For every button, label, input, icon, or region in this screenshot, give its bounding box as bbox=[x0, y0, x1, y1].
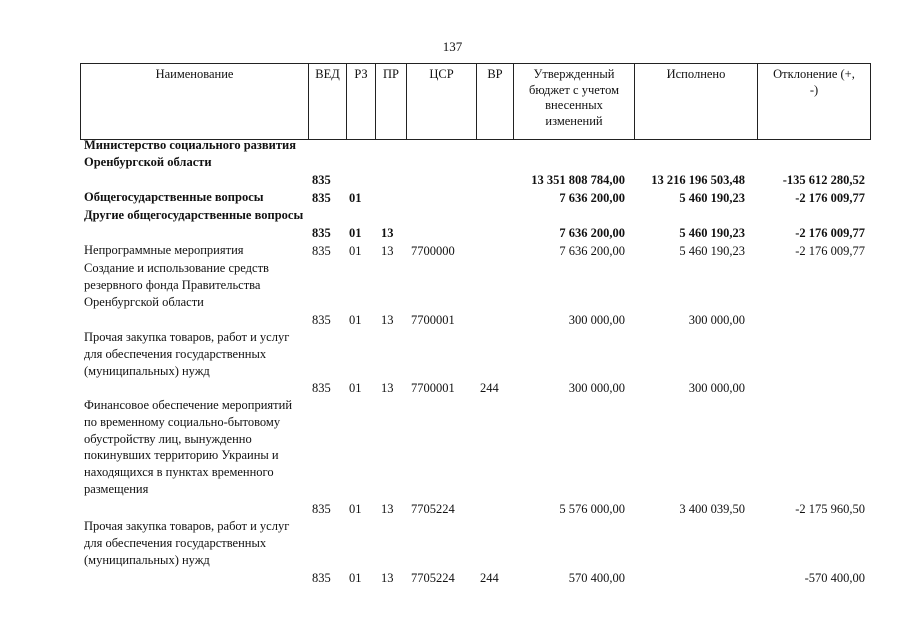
header-pr: ПР bbox=[375, 64, 406, 139]
cell-ved: 835 bbox=[312, 226, 331, 241]
cell-deviation: -2 176 009,77 bbox=[795, 226, 865, 241]
cell-executed: 5 460 190,23 bbox=[679, 191, 745, 206]
cell-name: Другие общегосударственные вопросы bbox=[84, 208, 304, 222]
cell-ved: 835 bbox=[312, 313, 331, 328]
cell-rz: 01 bbox=[349, 381, 362, 396]
cell-approved: 7 636 200,00 bbox=[559, 226, 625, 241]
cell-rz: 01 bbox=[349, 226, 362, 241]
cell-pr: 13 bbox=[381, 244, 394, 259]
cell-approved: 13 351 808 784,00 bbox=[531, 173, 625, 188]
cell-deviation: -2 176 009,77 bbox=[795, 244, 865, 259]
cell-executed: 3 400 039,50 bbox=[679, 502, 745, 517]
cell-approved: 300 000,00 bbox=[568, 313, 625, 328]
cell-pr: 13 bbox=[381, 571, 394, 586]
page-number: 137 bbox=[442, 39, 463, 54]
header-vr: ВР bbox=[476, 64, 513, 139]
cell-ved: 835 bbox=[312, 191, 331, 206]
cell-pr: 13 bbox=[381, 502, 394, 517]
cell-ved: 835 bbox=[312, 502, 331, 517]
cell-name: Финансовое обеспечение мероприятий по временному социально-бытовому обустройству лиц, вынужденно покинувших территорию Украины и находящихся в пунктах временного размещения bbox=[84, 398, 293, 496]
cell-approved: 7 636 200,00 bbox=[559, 191, 625, 206]
cell-approved: 5 576 000,00 bbox=[559, 502, 625, 517]
cell-csr: 7705224 bbox=[411, 502, 455, 517]
table-header bbox=[80, 63, 871, 140]
cell-csr: 7705224 bbox=[411, 571, 455, 586]
cell-pr: 13 bbox=[381, 226, 394, 241]
cell-pr: 13 bbox=[381, 381, 394, 396]
cell-deviation: -2 176 009,77 bbox=[795, 191, 865, 206]
table-row bbox=[0, 189, 905, 207]
cell-name: Прочая закупка товаров, работ и услуг для обеспечения государственных (муниципальных) нужд bbox=[84, 519, 290, 567]
cell-rz: 01 bbox=[349, 571, 362, 586]
cell-csr: 7700001 bbox=[411, 313, 455, 328]
cell-rz: 01 bbox=[349, 502, 362, 517]
cell-approved: 7 636 200,00 bbox=[559, 244, 625, 259]
header-name: Наименование bbox=[155, 67, 234, 81]
cell-ved: 835 bbox=[312, 244, 331, 259]
table-row bbox=[0, 397, 905, 518]
cell-name: Создание и использование средств резервного фонда Правительства Оренбургской области bbox=[84, 261, 269, 309]
table-row bbox=[0, 137, 905, 189]
header-ved: ВЕД bbox=[308, 64, 346, 139]
cell-executed: 5 460 190,23 bbox=[679, 226, 745, 241]
cell-rz: 01 bbox=[349, 244, 362, 259]
cell-csr: 7700001 bbox=[411, 381, 455, 396]
table-row bbox=[0, 207, 905, 242]
table-row bbox=[0, 260, 905, 329]
cell-vr: 244 bbox=[480, 381, 499, 396]
header-rz: РЗ bbox=[346, 64, 375, 139]
cell-executed: 13 216 196 503,48 bbox=[651, 173, 745, 188]
cell-deviation: -2 175 960,50 bbox=[795, 502, 865, 517]
cell-name: Общегосударственные вопросы bbox=[84, 190, 264, 204]
cell-ved: 835 bbox=[312, 571, 331, 586]
cell-pr: 13 bbox=[381, 313, 394, 328]
table-row bbox=[0, 242, 905, 260]
cell-executed: 300 000,00 bbox=[688, 313, 745, 328]
header-executed: Исполнено bbox=[634, 64, 757, 139]
table-row bbox=[0, 518, 905, 587]
cell-name: Прочая закупка товаров, работ и услуг для обеспечения государственных (муниципальных) нужд bbox=[84, 330, 290, 378]
cell-ved: 835 bbox=[312, 173, 331, 188]
cell-deviation: -570 400,00 bbox=[804, 571, 865, 586]
header-approved: Утвержденный бюджет с учетом внесенных изменений bbox=[513, 64, 634, 139]
cell-executed: 300 000,00 bbox=[688, 381, 745, 396]
cell-executed: 5 460 190,23 bbox=[679, 244, 745, 259]
cell-approved: 300 000,00 bbox=[568, 381, 625, 396]
cell-rz: 01 bbox=[349, 313, 362, 328]
cell-csr: 7700000 bbox=[411, 244, 455, 259]
cell-name: Непрограммные мероприятия bbox=[84, 243, 244, 257]
cell-ved: 835 bbox=[312, 381, 331, 396]
cell-deviation: -135 612 280,52 bbox=[782, 173, 865, 188]
cell-rz: 01 bbox=[349, 191, 362, 206]
cell-approved: 570 400,00 bbox=[568, 571, 625, 586]
cell-name: Министерство социального развития Оренбургской области bbox=[84, 138, 296, 169]
cell-vr: 244 bbox=[480, 571, 499, 586]
table-row bbox=[0, 329, 905, 397]
header-deviation: Отклонение (+, -) bbox=[757, 64, 870, 139]
header-csr: ЦСР bbox=[406, 64, 476, 139]
